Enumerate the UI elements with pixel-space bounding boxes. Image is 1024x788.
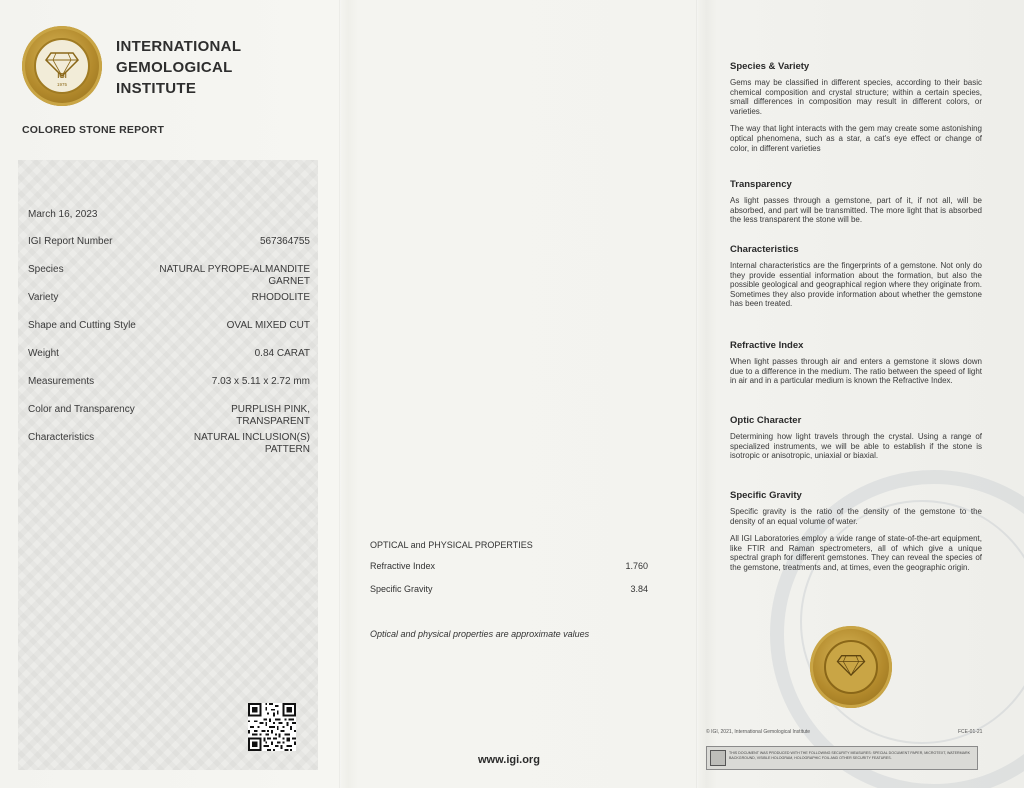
optical-value: 1.760 (625, 561, 648, 571)
igi-seal-logo (22, 26, 102, 106)
form-code: FCE-01-21 (958, 729, 983, 735)
field-label: Shape and Cutting Style (28, 320, 136, 331)
optical-label: Specific Gravity (370, 584, 433, 594)
info-section (730, 179, 982, 233)
section-paragraph: The way that light interacts with the gem may create some astonishing optical phenomena, such as a star, a cat's eye effect or change of color, in different varieties (730, 124, 982, 153)
field-value: NATURAL INCLUSION(S) PATTERN (193, 432, 310, 455)
field-label: Variety (28, 292, 59, 303)
info-section (730, 244, 982, 317)
seal-year: 1975 (56, 82, 67, 87)
field-label: Color and Transparency (28, 404, 135, 415)
optical-properties-title: OPTICAL and PHYSICAL PROPERTIES (370, 540, 533, 550)
brand-line-1: INTERNATIONAL (116, 38, 242, 55)
section-paragraph: All IGI Laboratories employ a wide range of state-of-the-art equipment, like FTIR and Raman spectrometers, all of which give a unique spectral graph for different gemstones. They can reveal the species of the gemstone, treatments and, at times, even the geographic origin. (730, 534, 982, 572)
field-value: 567364755 (259, 236, 310, 247)
field-value: PURPLISH PINK, TRANSPARENT (231, 404, 310, 427)
igi-gold-seal (810, 626, 892, 708)
field-label: Characteristics (28, 432, 95, 443)
security-strip (706, 746, 978, 770)
report-title: COLORED STONE REPORT (22, 124, 165, 136)
document-icon (710, 750, 726, 766)
brand-line-3: INSTITUTE (116, 80, 197, 97)
section-title: Specific Gravity (730, 490, 802, 501)
optical-value: 3.84 (630, 584, 648, 594)
field-value: OVAL MIXED CUT (226, 320, 310, 331)
field-label: Species (28, 264, 64, 275)
info-section (730, 490, 982, 581)
section-title: Characteristics (730, 244, 799, 255)
brand-line-2: GEMOLOGICAL (116, 59, 233, 76)
report-date: March 16, 2023 (28, 209, 98, 220)
field-value: NATURAL PYROPE-ALMANDITE GARNET (159, 264, 310, 287)
seal-abbr: IGI (57, 73, 67, 80)
section-paragraph: Gems may be classified in different species, according to their basic chemical composition and crystal structure; within a certain species, small differences in composition may result in different colors, or varieties. (730, 78, 982, 116)
section-title: Species & Variety (730, 61, 810, 72)
section-title: Transparency (730, 179, 792, 190)
optical-note: Optical and physical properties are approximate values (370, 629, 590, 639)
field-label: Measurements (28, 376, 95, 387)
info-section (730, 415, 982, 469)
copyright-text: © IGI, 2021, International Gemological Institute (706, 729, 811, 735)
qr-code[interactable] (248, 703, 296, 751)
middle-panel (341, 0, 696, 788)
field-value: 0.84 CARAT (254, 348, 310, 359)
optical-label: Refractive Index (370, 561, 436, 571)
info-section (730, 340, 982, 394)
section-paragraph: Determining how light travels through the crystal. Using a range of specialized instruments, we will be able to establish if the stone is isotropic or anisotropic, uniaxial or biaxial. (730, 432, 982, 461)
section-title: Optic Character (730, 415, 802, 426)
security-pattern-background (18, 160, 318, 770)
section-paragraph: Internal characteristics are the fingerprints of a gemstone. Not only do they provide essential information about the formation, but also the possible geological and geographical region where they originate from. Sometimes they also provide information about whether the gemstone has been treated. (730, 261, 982, 309)
section-title: Refractive Index (730, 340, 804, 351)
website-link[interactable]: www.igi.org (478, 754, 540, 766)
field-value: 7.03 x 5.11 x 2.72 mm (211, 376, 310, 387)
brand-name (116, 36, 241, 99)
field-label: IGI Report Number (28, 236, 113, 247)
field-value: RHODOLITE (251, 292, 310, 303)
info-section (730, 61, 982, 161)
field-label: Weight (28, 348, 59, 359)
section-paragraph: As light passes through a gemstone, part of it, if not all, will be absorbed, and part will be transmitted. The more light that is absorbed the less transparent the stone will be. (730, 196, 982, 225)
security-text: THIS DOCUMENT WAS PRODUCED WITH THE FOLLOWING SECURITY MEASURES: SPECIAL DOCUMENT PAPER, MICROTEXT, WATERMARK BACKGROUND, VISIBLE HOLOGRAM, HOLOGRAPHIC FOIL AND OTHER SECURITY FEATURES. (729, 751, 971, 760)
section-paragraph: Specific gravity is the ratio of the density of the gemstone to the density of an equal volume of water. (730, 507, 982, 526)
section-paragraph: When light passes through air and enters a gemstone it slows down due to a difference in the medium. The ratio between the speed of light in air and in a particular medium is known the Refractive Index. (730, 357, 982, 386)
diamond-icon (836, 654, 866, 676)
